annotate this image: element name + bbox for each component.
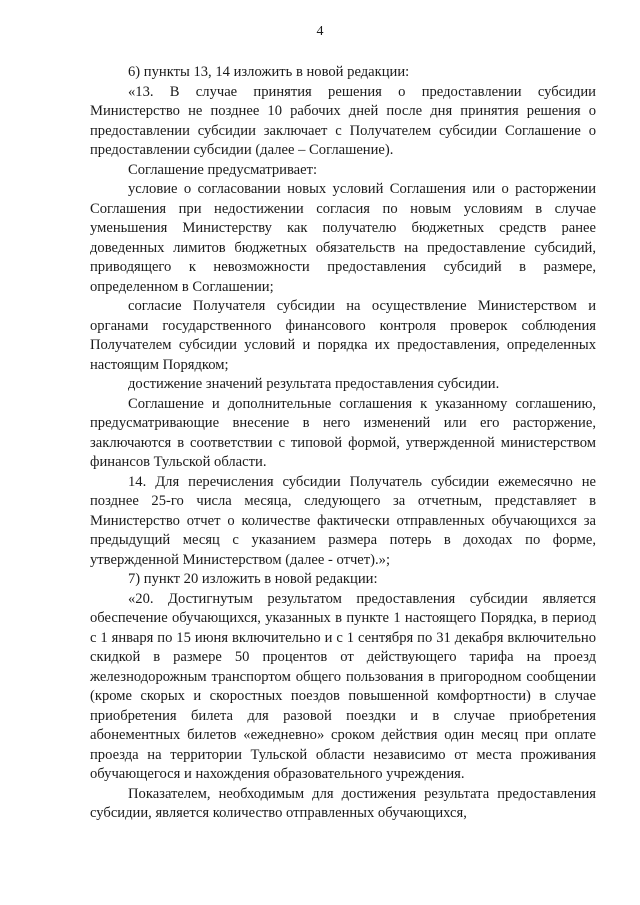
paragraph-consent-inspections: согласие Получателя субсидии на осуществление Министерством и органами государственного финансового контроля проверок соблюдения Получателем субсидии условий и порядка их предоставления, определенных настоящим Порядком; (90, 298, 596, 373)
paragraph-amend-item-20: 7) пункт 20 изложить в новой редакции: (128, 571, 378, 587)
paragraph-indicator: Показателем, необходимым для достижения результата предоставления субсидии, является количество отправленных обучающихся, (90, 785, 596, 821)
paragraph-item-13: «13. В случае принятия решения о предоставлении субсидии Министерство не позднее 10 рабочих дней после дня принятия решения о предоставлении субсидии заключает с Получателем субсидии Соглашение о предоставлении субсидии (далее – Соглашение). (90, 83, 596, 158)
paragraph-supplementary-agreements: Соглашение и дополнительные соглашения к указанному соглашению, предусматривающие внесение в него изменений или его расторжение, заключаются в соответствии с типовой формой, утвержденной министерством финансов Тульской области. (90, 395, 596, 470)
paragraph-amend-items-13-14: 6) пункты 13, 14 изложить в новой редакции: (128, 64, 410, 80)
paragraph-item-20: «20. Достигнутым результатом предоставления субсидии является обеспечение обучающихся, указанных в пункте 1 настоящего Порядка, в период с 1 января по 15 июня включительно и с 1 сентября по 31 декабря включительно скидкой в размере 50 процентов от действующего тарифа на проезд железнодорожным транспортом общего пользования в пригородном сообщении (кроме скорых и скоростных поездов повышенной комфортности) в случае приобретения билета для разовой поездки и в случае приобретения абонементных билетов «ежедневно» сроком действия один месяц при оплате проезда на территории Тульской области независимо от места проживания обучающегося и нахождения образовательного учреждения. (90, 590, 596, 782)
paragraph-agreement-provides: Соглашение предусматривает: (128, 161, 318, 178)
page-number: 4 (316, 24, 324, 39)
paragraph-result-values: достижение значений результата предоставления субсидии. (128, 376, 500, 392)
paragraph-item-14: 14. Для перечисления субсидии Получатель субсидии ежемесячно не позднее 25-го числа месяца, следующего за отчетным, представляет в Министерство отчет о количестве фактически отправленных обучающихся за предыдущий месяц с указанием размера потерь в доходах по форме, утвержденной Министерством (далее - отчет).»; (90, 473, 596, 568)
paragraph-condition-new-terms: условие о согласовании новых условий Соглашения или о расторжении Соглашения при недостижении согласия по новым условиям в случае уменьшения Министерству как получателю бюджетных средств ранее доведенных лимитов бюджетных обязательств на предоставление субсидий, приводящего к невозможности предоставления субсидий в размере, определенном в Соглашении; (90, 181, 596, 295)
document-body (90, 63, 596, 824)
